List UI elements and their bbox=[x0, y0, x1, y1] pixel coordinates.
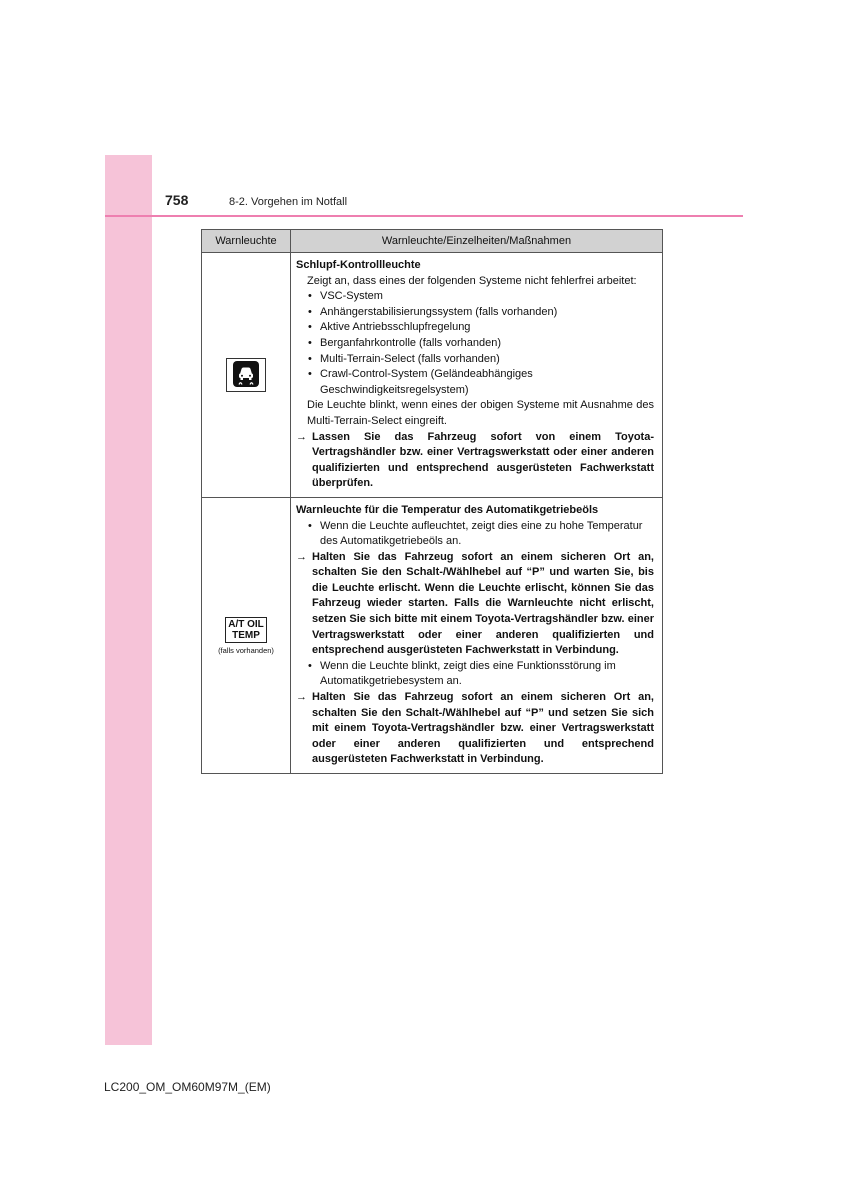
arrow-icon: → bbox=[296, 550, 307, 563]
slip-indicator-icon bbox=[226, 358, 266, 392]
list-item: • Wenn die Leuchte aufleuchtet, zeigt dies eine zu hohe Temperatur des Automatikgetriebeöls an. bbox=[308, 519, 643, 548]
section-title: 8-2. Vorgehen im Notfall bbox=[229, 196, 348, 208]
arrow-icon: → bbox=[296, 691, 307, 704]
row-title: Warnleuchte für die Temperatur des Automatikgetriebeöls bbox=[296, 503, 599, 516]
icon-cell bbox=[202, 253, 291, 498]
list-item: • VSC-System bbox=[308, 290, 383, 303]
list-item: • Berganfahrkontrolle (falls vorhanden) bbox=[308, 336, 501, 349]
icon-line-1: A/T OIL bbox=[228, 619, 264, 631]
list-item: • Wenn die Leuchte blinkt, zeigt dies eine Funktionsstörung im Automatikgetriebesystem an. bbox=[308, 659, 616, 688]
row-note: Die Leuchte blinkt, wenn eines der obigen Systeme mit Ausnahme des Multi-Terrain-Select eingreift. bbox=[307, 399, 654, 427]
list-item: • Crawl-Control-System (Geländeabhängiges Geschwindigkeitsregelsystem) bbox=[308, 368, 533, 396]
chapter-side-tab bbox=[105, 155, 152, 1045]
arrow-icon: → bbox=[296, 430, 307, 443]
row-intro: Zeigt an, dass eines der folgenden Systeme nicht fehlerfrei arbeitet: bbox=[307, 274, 637, 287]
at-oil-temp-icon bbox=[225, 617, 267, 643]
action-instruction: → Halten Sie das Fahrzeug sofort an einem sicheren Ort an, schalten Sie den Schalt-/Wählhebel auf “P” und setzen Sie sich mit einem Toyota-Vertragshändler bzw. einer Vertragswerkstatt oder einer anderen qualifizierten und entsprechend ausgerüsteten Fachwerkstatt in Verbindung. bbox=[296, 691, 654, 766]
warning-light-table bbox=[201, 229, 663, 774]
icon-caption: (falls vorhanden) bbox=[218, 646, 274, 656]
action-instruction: → Lassen Sie das Fahrzeug sofort von einem Toyota-Vertragshändler bzw. einer Vertragswerkstatt oder einer anderen qualifizierten und entsprechend ausgerüsteten Fachwerkstatt überprüfen. bbox=[296, 430, 654, 490]
table-header-row bbox=[202, 230, 663, 253]
details-cell bbox=[291, 497, 663, 773]
list-item: • Aktive Antriebsschlupfregelung bbox=[308, 321, 471, 334]
header-divider bbox=[105, 215, 743, 217]
list-item: • Anhängerstabilisierungssystem (falls vorhanden) bbox=[308, 305, 558, 318]
list-item: • Multi-Terrain-Select (falls vorhanden) bbox=[308, 352, 500, 365]
table-row bbox=[202, 253, 663, 498]
row-title: Schlupf-Kontrollleuchte bbox=[296, 259, 421, 271]
table-row bbox=[202, 497, 663, 773]
action-instruction: → Halten Sie das Fahrzeug sofort an einem sicheren Ort an, schalten Sie den Schalt-/Wählhebel auf “P” und warten Sie, bis die Leuchte erlischt. Wenn die Leuchte erlischt, können Sie das Fahrzeug wieder starten. Falls die Warnleuchte nicht erlischt, setzen Sie sich bitte mit einem Toyota-Vertragshändler bzw. einer Vertragswerkstatt oder einer anderen qualifizierten und entsprechend ausgerüsteten Fachwerkstatt in Verbindung. bbox=[296, 550, 654, 657]
column-header-warnleuchte: Warnleuchte bbox=[202, 230, 291, 253]
icon-line-2: TEMP bbox=[232, 630, 260, 642]
document-code: LC200_OM_OM60M97M_(EM) bbox=[104, 1080, 271, 1094]
page-number: 758 bbox=[165, 192, 189, 208]
icon-cell bbox=[202, 497, 291, 773]
details-cell bbox=[291, 253, 663, 498]
column-header-details: Warnleuchte/Einzelheiten/Maßnahmen bbox=[291, 230, 663, 253]
